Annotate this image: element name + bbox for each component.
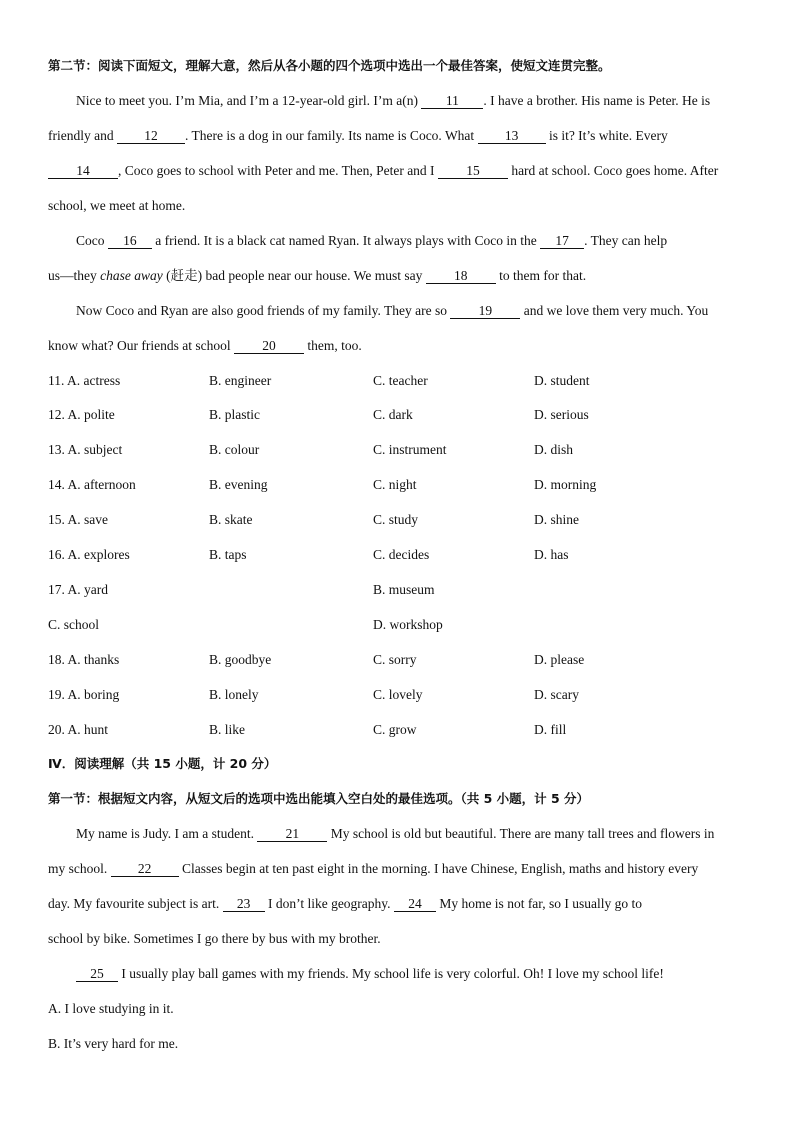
option: B. goodbye (209, 652, 272, 667)
passage-line-5 (76, 965, 754, 983)
option: C. dark (373, 407, 413, 422)
option: B. skate (209, 512, 253, 527)
option: 14. A. afternoon (48, 477, 136, 492)
option: C. lovely (373, 687, 423, 702)
italic-phrase: chase away (100, 268, 163, 283)
option: B. museum (373, 582, 435, 597)
passage-line-3 (48, 895, 754, 913)
blank-13: 13 (478, 128, 546, 144)
cloze-text: Coco (76, 233, 108, 248)
option: D. serious (534, 407, 589, 422)
passage-line-2 (48, 860, 754, 878)
cloze-text: to them for that. (495, 268, 587, 283)
option: 12. A. polite (48, 407, 115, 422)
passage-text: I usually play ball games with my friends. My school life is very colorful. Oh! I love my school life! (118, 966, 664, 981)
option: C. decides (373, 547, 430, 562)
cloze-text: a friend. It is a black cat named Ryan. It always plays with Coco in the (151, 233, 541, 248)
options-row-17b (48, 616, 768, 634)
option: 16. A. explores (48, 547, 130, 562)
option: D. morning (534, 477, 597, 492)
cloze-text: and we love them very much. You (520, 303, 709, 318)
cloze-text: friendly and (48, 128, 117, 143)
cloze-line-3 (48, 162, 754, 180)
blank-25: 25 (76, 966, 118, 982)
options-row-12 (48, 406, 768, 424)
blank-16: 16 (108, 233, 152, 249)
options-row-16 (48, 546, 768, 564)
option: B. plastic (209, 407, 260, 422)
options-row-20 (48, 721, 768, 739)
option: B. colour (209, 442, 260, 457)
passage-text: My home is not far, so I usually go to (435, 896, 643, 911)
cloze-text: is it? It’s white. Every (545, 128, 668, 143)
options-row-18 (48, 651, 768, 669)
option: B. like (209, 722, 245, 737)
options-row-14 (48, 476, 768, 494)
option: 13. A. subject (48, 442, 123, 457)
option: C. sorry (373, 652, 417, 667)
blank-19: 19 (450, 303, 520, 319)
cloze-text: (赶走) bad people near our house. We must say (162, 268, 426, 283)
cloze-text: them, too. (303, 338, 362, 353)
blank-14: 14 (48, 163, 118, 179)
choice-b: B. It’s very hard for me. (48, 1036, 179, 1051)
blank-23: 23 (223, 896, 265, 912)
blank-11: 11 (421, 93, 483, 109)
blank-17: 17 (540, 233, 584, 249)
option: D. workshop (373, 617, 443, 632)
cloze-text: know what? Our friends at school (48, 338, 234, 353)
option: 11. A. actress (48, 373, 121, 388)
option: B. engineer (209, 373, 272, 388)
options-row-19 (48, 686, 768, 704)
cloze-line-7 (76, 302, 754, 320)
option: C. night (373, 477, 417, 492)
cloze-text: . They can help (584, 233, 668, 248)
option: 18. A. thanks (48, 652, 120, 667)
passage-text: I don’t like geography. (264, 896, 394, 911)
blank-21: 21 (257, 826, 327, 842)
cloze-text: Nice to meet you. I’m Mia, and I’m a 12-year-old girl. I’m a(n) (76, 93, 422, 108)
options-row-17 (48, 581, 768, 599)
option: 17. A. yard (48, 582, 108, 597)
option: D. has (534, 547, 569, 562)
blank-22: 22 (111, 861, 179, 877)
cloze-text: Now Coco and Ryan are also good friends of my family. They are so (76, 303, 451, 318)
cloze-text: . I have a brother. His name is Peter. He is (483, 93, 711, 108)
cloze-line-4: school, we meet at home. (48, 198, 186, 213)
blank-20: 20 (234, 338, 304, 354)
blank-15: 15 (438, 163, 508, 179)
option: C. study (373, 512, 419, 527)
section2-heading: 第二节：阅读下面短文，理解大意，然后从各小题的四个选项中选出一个最佳答案，使短文连贯完整。 (48, 58, 611, 73)
passage-line-1 (76, 825, 754, 843)
option: B. evening (209, 477, 268, 492)
cloze-line-5 (76, 232, 754, 250)
option: D. scary (534, 687, 579, 702)
option: C. grow (373, 722, 417, 737)
cloze-line-8 (48, 337, 754, 355)
option: C. instrument (373, 442, 447, 457)
cloze-text: . There is a dog in our family. Its name is Coco. What (184, 128, 478, 143)
cloze-text: , Coco goes to school with Peter and me. Then, Peter and I (118, 163, 438, 178)
cloze-line-2 (48, 127, 754, 145)
cloze-line-1 (76, 92, 754, 110)
passage-line-4: school by bike. Sometimes I go there by bus with my brother. (48, 931, 381, 946)
options-row-15 (48, 511, 768, 529)
passage-text: day. My favourite subject is art. (48, 896, 223, 911)
cloze-text: us—they (48, 268, 101, 283)
option: D. fill (534, 722, 567, 737)
option: 20. A. hunt (48, 722, 109, 737)
blank-12: 12 (117, 128, 185, 144)
option: B. lonely (209, 687, 259, 702)
option: D. dish (534, 442, 574, 457)
options-row-11 (48, 372, 768, 390)
option: B. taps (209, 547, 247, 562)
passage-text: my school. (48, 861, 111, 876)
cloze-line-6 (48, 267, 754, 285)
cloze-text: hard at school. Coco goes home. After (507, 163, 719, 178)
option: D. shine (534, 512, 579, 527)
options-row-13 (48, 441, 768, 459)
option: C. school (48, 617, 100, 632)
blank-24: 24 (394, 896, 436, 912)
passage-text: Classes begin at ten past eight in the morning. I have Chinese, English, maths and history every (178, 861, 699, 876)
part4-section1-heading: 第一节：根据短文内容，从短文后的选项中选出能填入空白处的最佳选项。（共 5 小题，计 5 分） (48, 791, 590, 806)
option: D. please (534, 652, 585, 667)
part4-heading: Ⅳ．阅读理解（共 15 小题，计 20 分） (48, 756, 277, 771)
passage-text: My name is Judy. I am a student. (76, 826, 258, 841)
option: D. student (534, 373, 590, 388)
option: C. teacher (373, 373, 428, 388)
option: 19. A. boring (48, 687, 120, 702)
option: 15. A. save (48, 512, 108, 527)
blank-18: 18 (426, 268, 496, 284)
passage-text: My school is old but beautiful. There are many tall trees and flowers in (327, 826, 715, 841)
choice-a: A. I love studying in it. (48, 1001, 174, 1016)
